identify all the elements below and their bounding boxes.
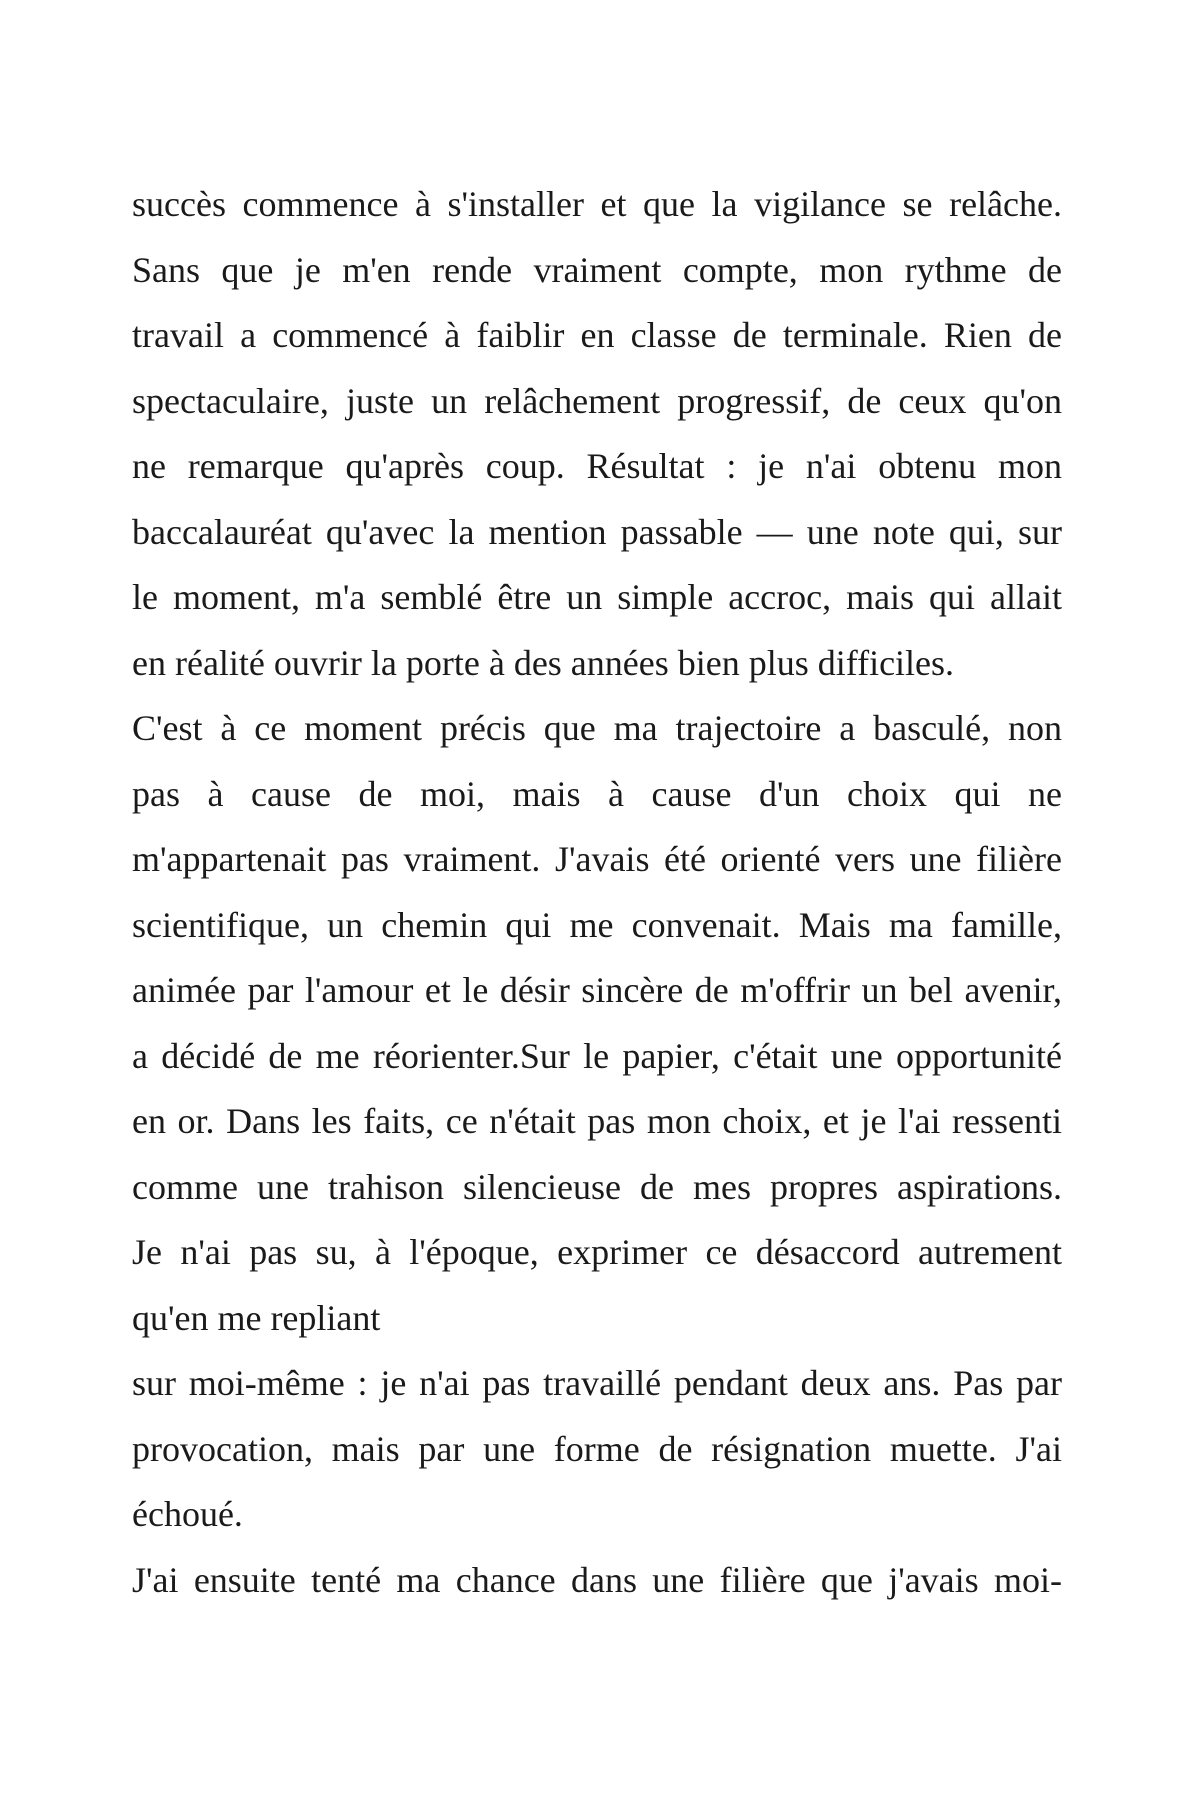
text-line: comme une trahison silencieuse de mes propres aspirations.: [132, 1166, 1062, 1207]
text-line: échoué.: [132, 1494, 243, 1534]
text-line: scientifique, un chemin qui me convenait. Mais ma famille,: [132, 904, 1062, 945]
text-line: le moment, m'a semblé être un simple accroc, mais qui allait: [132, 577, 1062, 617]
text-line: J'ai ensuite tenté ma chance dans une filière que j'avais moi-: [132, 1559, 1062, 1600]
text-line: m'appartenait pas vraiment. J'avais été orienté vers une filière: [132, 839, 1062, 879]
text-line: travail a commencé à faiblir en classe de terminale. Rien de: [132, 315, 1062, 355]
text-line: qu'en me repliant: [132, 1297, 381, 1338]
text-line: pas à cause de moi, mais à cause d'un choix qui ne: [132, 773, 1062, 814]
text-line: C'est à ce moment précis que ma trajectoire a basculé, non: [132, 708, 1062, 748]
text-line: en réalité ouvrir la porte à des années bien plus difficiles.: [132, 642, 955, 683]
text-line: baccalauréat qu'avec la mention passable — une note qui, sur: [132, 511, 1062, 552]
text-line: Sans que je m'en rende vraiment compte, mon rythme de: [132, 249, 1062, 290]
text-line: a décidé de me réorienter.Sur le papier, c'était une opportunité: [132, 1035, 1062, 1076]
text-line: Je n'ai pas su, à l'époque, exprimer ce désaccord autrement: [132, 1232, 1062, 1272]
text-line: en or. Dans les faits, ce n'était pas mon choix, et je l'ai ressenti: [132, 1101, 1062, 1141]
text-line: succès commence à s'installer et que la vigilance se relâche.: [132, 184, 1062, 224]
text-line: spectaculaire, juste un relâchement progressif, de ceux qu'on: [132, 380, 1062, 421]
text-line: ne remarque qu'après coup. Résultat : je n'ai obtenu mon: [132, 446, 1062, 486]
text-line: animée par l'amour et le désir sincère de m'offrir un bel avenir,: [132, 970, 1062, 1010]
text-line: provocation, mais par une forme de résignation muette. J'ai: [132, 1428, 1062, 1469]
text-line: sur moi-même : je n'ai pas travaillé pendant deux ans. Pas par: [132, 1363, 1062, 1403]
body-text: [132, 172, 1062, 1613]
